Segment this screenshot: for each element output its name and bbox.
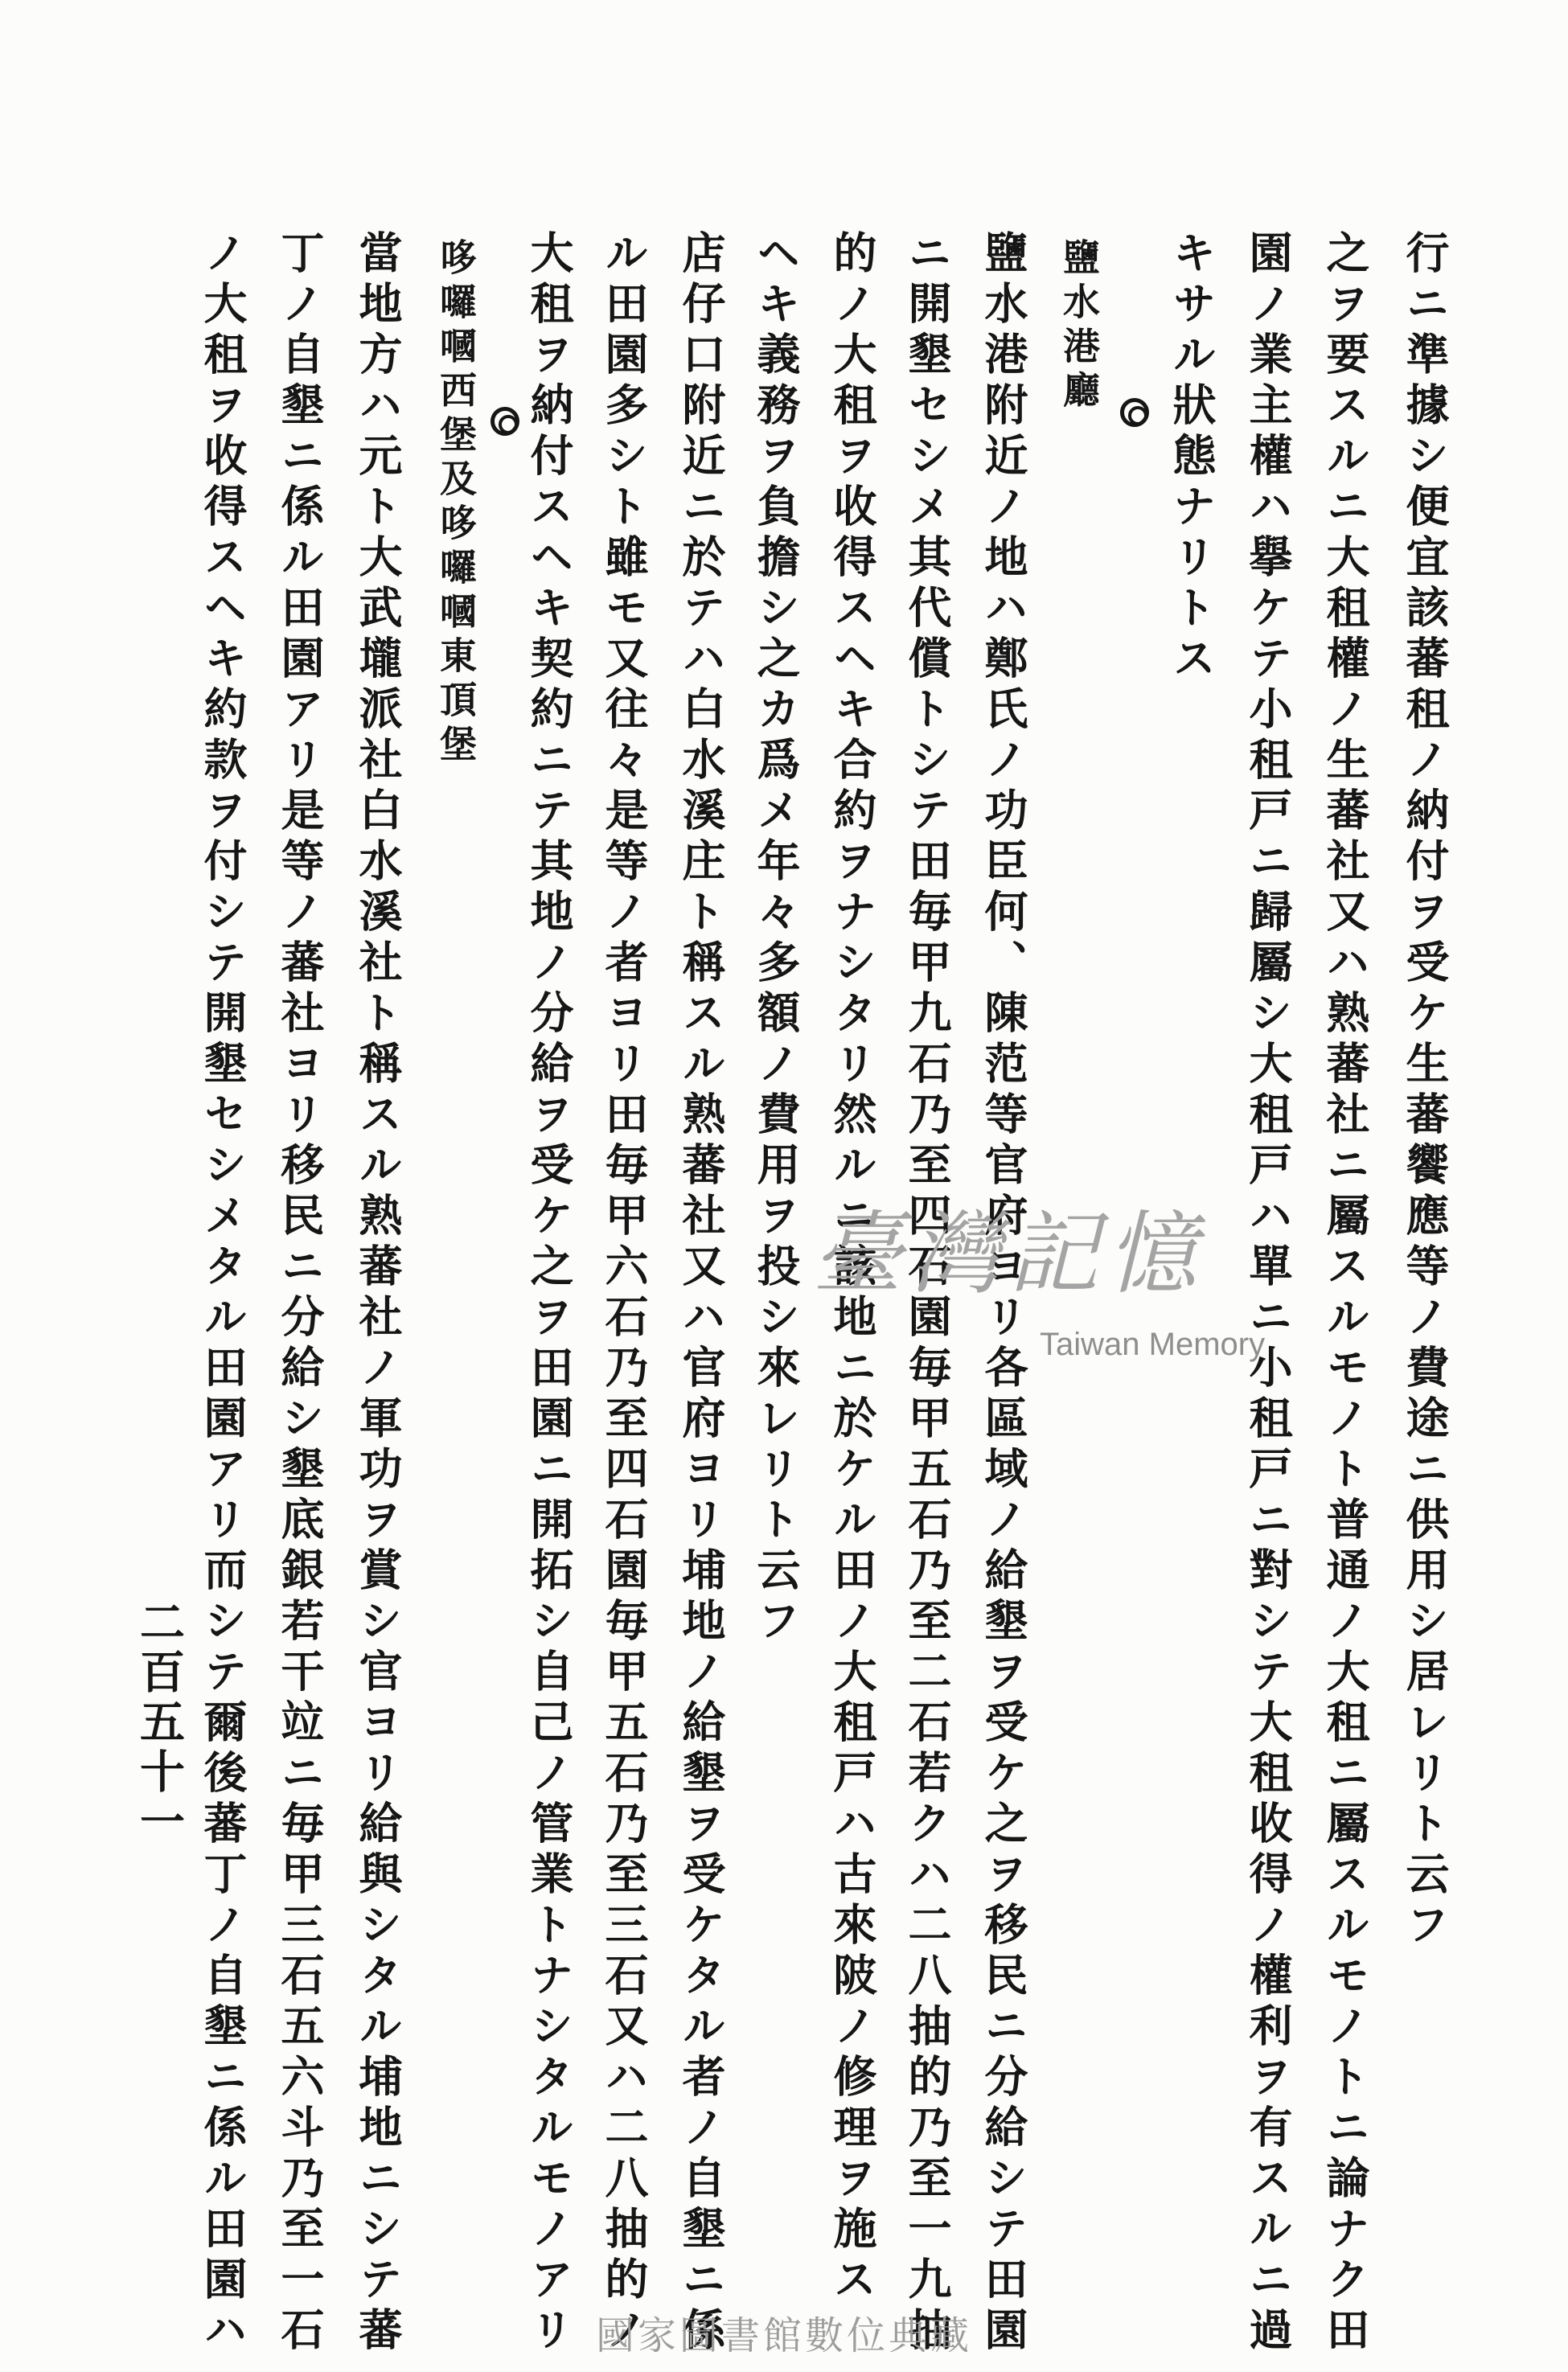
watermark-caption: Taiwan Memory	[1040, 1327, 1266, 1362]
text-column: キサル狀態ナリトス	[1166, 230, 1217, 686]
section-heading: 鹽水港廳	[1057, 238, 1101, 415]
text-column: 當地方ハ元ト大武壠派社白水溪社ト稱スル熟蕃社ノ軍功ヲ賞シ官ヨリ給與シタル埔地ニシテ蕃	[352, 230, 404, 2358]
watermark	[812, 1202, 1266, 1362]
text-column: 之ヲ要スルニ大租權ノ生蕃社又ハ熟蕃社ニ屬スルモノト普通ノ大租ニ屬スルモノトニ論ナク田	[1320, 230, 1371, 2358]
text-column: 店仔口附近ニ於テハ白水溪庄ト稱スル熟蕃社又ハ官府ヨリ埔地ノ給墾ヲ受ケタル者ノ自墾ニ係	[675, 230, 727, 2358]
text-column: 丁ノ自墾ニ係ル田園アリ是等ノ蕃社ヨリ移民ニ分給シ墾底銀若干竝ニ毎甲三石五六斗乃至一石	[274, 230, 326, 2358]
text-column: ノ大租ヲ收得スヘキ約款ヲ付シテ開墾セシメタル田園アリ而シテ爾後蕃丁ノ自墾ニ係ル田園ハ	[197, 230, 248, 2358]
text-column: ヘキ義務ヲ負擔シ之カ爲メ年々多額ノ費用ヲ投シ來レリト云フ	[750, 230, 802, 1648]
footer-credit: 國家圖書館數位典藏	[595, 2313, 972, 2358]
text-column: 大租ヲ納付スヘキ契約ニテ其地ノ分給ヲ受ケ之ヲ田園ニ開拓シ自己ノ管業トナシタルモノアリ	[523, 230, 575, 2358]
text-column: ル田園多シト雖モ又往々是等ノ者ヨリ田毎甲六石乃至四石園毎甲五石乃至三石又ハ二八抽的ノ	[598, 230, 650, 2358]
text-column: ニ開墾セシメ其代償トシテ田毎甲九石乃至四石園毎甲五石乃至二石若クハ二八抽的乃至一九抽	[901, 230, 953, 2358]
watermark-logo-text: 臺灣記憶	[812, 1202, 1205, 1307]
text-column: 的ノ大租ヲ收得スヘキ合約ヲナシタリ然ルニ該地ニ於ケル田ノ大租戸ハ古來陂ノ修理ヲ施ス	[827, 230, 878, 2307]
section-heading: 哆囉嘓西堡及哆囉嘓東頂堡	[434, 238, 478, 769]
text-column: 鹽水港附近ノ地ハ鄭氏ノ功臣何、陳范等官府ヨリ各區域ノ給墾ヲ受ケ之ヲ移民ニ分給シテ田園	[978, 230, 1029, 2358]
section-mark-icon	[1120, 398, 1149, 427]
page-number: 二百五十一	[133, 1598, 186, 1848]
section-mark-icon	[491, 407, 519, 436]
text-column: 園ノ業主權ハ擧ケテ小租戸ニ歸屬シ大租戸ハ單ニ小租戸ニ對シテ大租收得ノ權利ヲ有スルニ過	[1242, 230, 1294, 2358]
text-column: 行ニ準據シ便宜該蕃租ノ納付ヲ受ケ生蕃饗應等ノ費途ニ供用シ居レリト云フ	[1399, 230, 1451, 1952]
